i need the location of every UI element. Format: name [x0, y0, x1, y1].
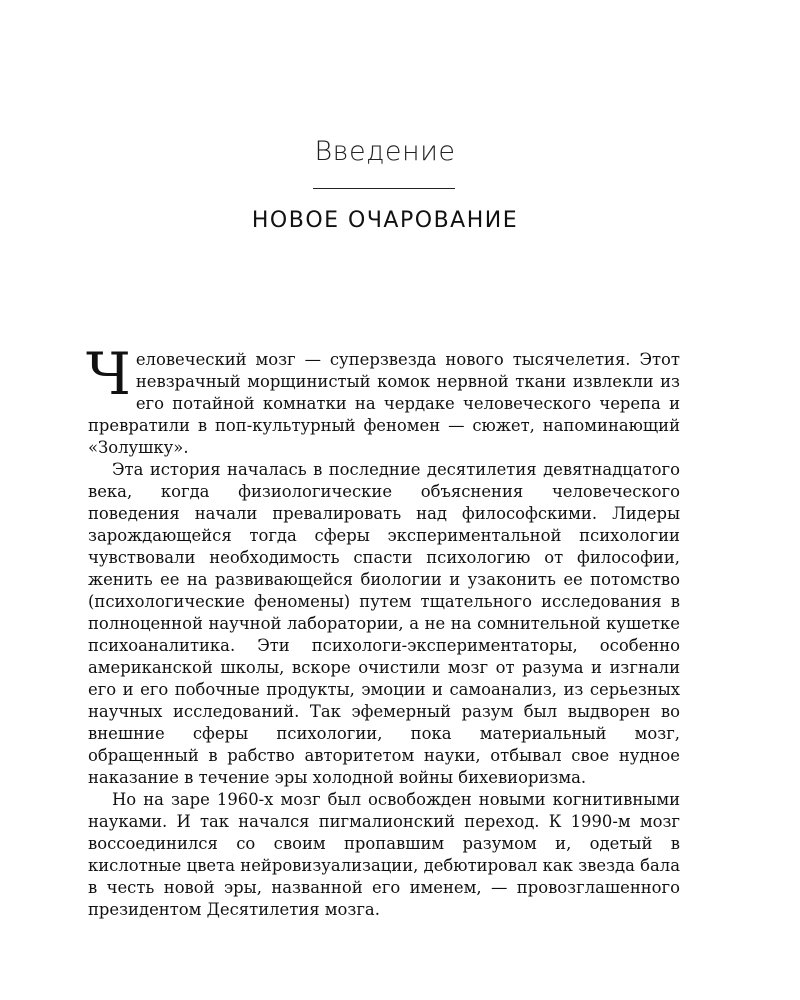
paragraph [86, 340, 680, 459]
body-text [86, 340, 680, 921]
chapter-label: Введение [314, 136, 456, 167]
paragraph-text: еловеческий мозг — суперзвезда нового тысячелетия. Этот невзрачный морщинистый комок нервной ткани извлекли из его потайной комнатки на чердаке человеческого черепа и превратили в поп-культурный феномен — сюжет, напоминающий «Золушку». [88, 350, 680, 457]
drop-cap: Ч [86, 340, 131, 408]
chapter-title: НОВОЕ ОЧАРОВАНИЕ [251, 208, 519, 233]
paragraph: Эта история началась в последние десятилетия девятнадцатого века, когда физиологические объяснения человеческого поведения начали превалировать над философскими. Лидеры зарождающейся тогда сферы экспериментальной психологии чувствовали необходимость спасти психологию от философии, женить ее на развивающейся биологии и узаконить ее потомство (психологические феномены) путем тщательного исследования в полноценной научной лаборатории, а не на сомнительной кушетке психоаналитика. Эти психологи-экспериментаторы, особенно американской школы, вскоре очистили мозг от разума и изгнали его и его побочные продукты, эмоции и самоанализ, из серьезных научных исследований. Так эфемерный разум был выдворен во внешние сферы психологии, пока материальный мозг, обращенный в рабство авторитетом науки, отбывал свое нудное наказание в течение эры холодной войны бихевиоризма. [88, 460, 680, 787]
paragraph: Но на заре 1960-х мозг был освобожден новыми когнитивными науками. И так начался пигмалионский переход. К 1990-м мозг воссоединился со своим пропавшим разумом и, одетый в кислотные цвета нейровизуализации, дебютировал как звезда бала в честь новой эры, названной его именем, — провозглашенного президентом Десятилетия мозга. [88, 790, 680, 919]
title-divider [313, 188, 455, 189]
